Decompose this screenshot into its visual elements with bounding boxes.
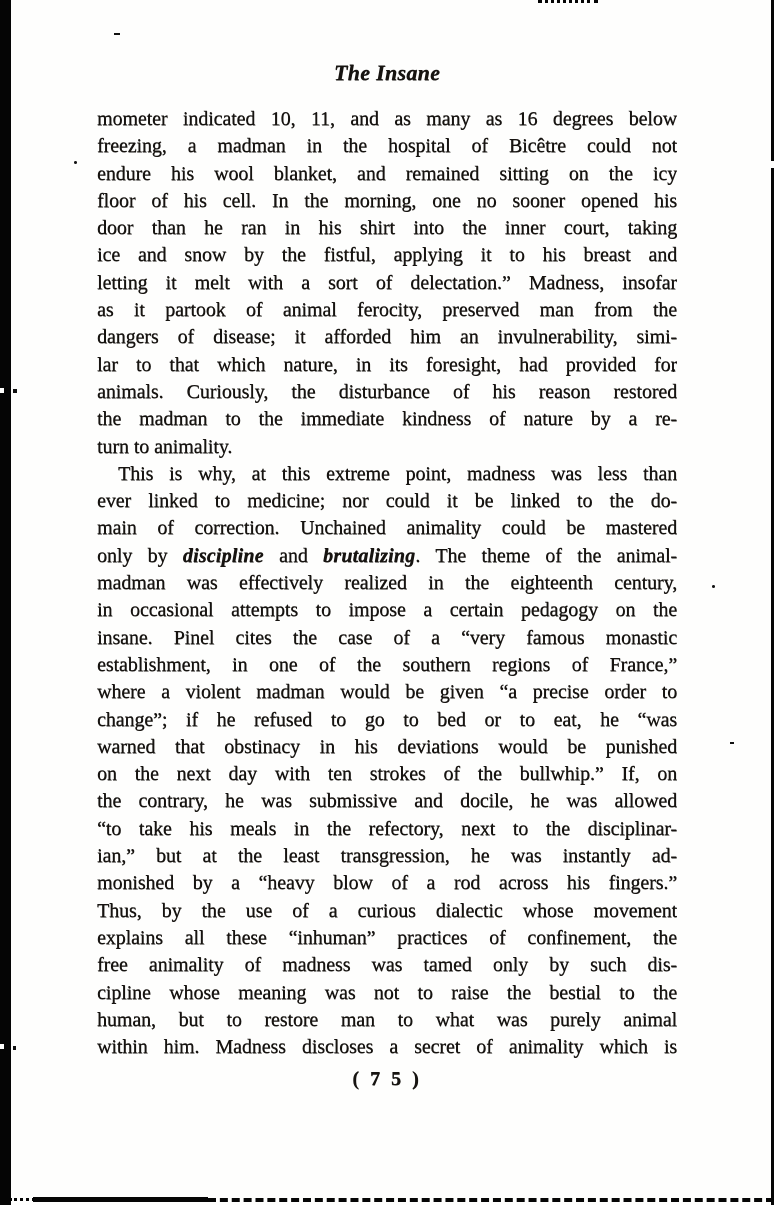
text-line: dangers of disease; it afforded him an invulnerability, simi- [97, 326, 677, 349]
body-text [97, 106, 677, 1061]
text-line: explains all these “inhuman” practices of confinement, the [97, 926, 677, 949]
text-line: Thus, by the use of a curious dialectic whose movement [97, 899, 677, 922]
scan-speck [74, 161, 77, 164]
scan-speck [712, 585, 715, 588]
text-line: ice and snow by the fistful, applying it to his breast and [97, 244, 677, 267]
text-line: madman was effectively realized in the eighteenth century, [97, 572, 677, 595]
text-line: mometer indicated 10, 11, and as many as 16 degrees below [97, 108, 677, 130]
scan-speck [13, 1046, 16, 1050]
text-line: letting it melt with a sort of delectation.” Madness, insofar [97, 271, 677, 294]
text-line: free animality of madness was tamed only by such dis- [97, 954, 677, 977]
text-line: insane. Pinel cites the case of a “very famous monastic [97, 626, 677, 649]
text-line: monished by a “heavy blow of a rod across his fingers.” [97, 872, 677, 895]
text-line: human, but to restore man to what was purely animal [97, 1008, 677, 1031]
text-line: “to take his meals in the refectory, next to the disciplinar- [97, 817, 677, 840]
text-line: ian,” but at the least transgression, he was instantly ad- [97, 845, 677, 868]
text-line: freezing, a madman in the hospital of Bicêtre could not [97, 135, 677, 158]
text-line: within him. Madness discloses a secret of animality which is [97, 1036, 677, 1059]
text-line: as it partook of animal ferocity, preserved man from the [97, 299, 677, 322]
text-line: cipline whose meaning was not to raise the bestial to the [97, 981, 677, 1004]
text-line: floor of his cell. In the morning, one no sooner opened his [97, 189, 677, 212]
text-line: on the next day with ten strokes of the bullwhip.” If, on [97, 763, 677, 786]
text-line: where a violent madman would be given “a precise order to [97, 681, 677, 704]
text-line: establishment, in one of the southern regions of France,” [97, 653, 677, 676]
text-line: the contrary, he was submissive and docile, he was allowed [97, 790, 677, 813]
scan-bar-notch [0, 1044, 4, 1049]
scan-bottom-dotted-mark [9, 1198, 35, 1201]
scan-speck [13, 389, 17, 393]
scan-bottom-solid-mark [33, 1197, 208, 1202]
text-line: warned that obstinacy in his deviations would be punished [97, 735, 677, 758]
text-line: change”; if he refused to go to bed or to eat, he “was [97, 708, 677, 731]
scan-speck [114, 33, 120, 35]
text-line: This is why, at this extreme point, madness was less than [118, 462, 677, 485]
scan-speck [730, 742, 734, 744]
text-line: lar to that which nature, in its foresight, had provided for [97, 353, 677, 376]
running-head: The Insane [333, 60, 441, 85]
scan-bottom-dashed-mark [208, 1198, 774, 1202]
page-number: ( 7 5 ) [352, 1068, 422, 1090]
text-line: turn to animality. [97, 435, 233, 458]
text-line: door than he ran in his shirt into the inner court, taking [97, 217, 677, 240]
text-line: the madman to the immediate kindness of nature by a re- [97, 408, 677, 431]
text-line: in occasional attempts to impose a certain pedagogy on the [97, 599, 677, 622]
scan-left-edge-bar [0, 0, 11, 1205]
text-line: endure his wool blanket, and remained sitting on the icy [97, 162, 677, 185]
text-line: animals. Curiously, the disturbance of his reason restored [97, 380, 677, 403]
scan-bar-notch [0, 388, 4, 393]
scan-top-dotted-mark [538, 0, 598, 3]
text-line: ever linked to medicine; nor could it be linked to the do- [97, 490, 677, 513]
text-line: main of correction. Unchained animality could be mastered [97, 517, 677, 540]
text-line: only by discipline and brutalizing. The theme of the animal- [97, 544, 677, 567]
